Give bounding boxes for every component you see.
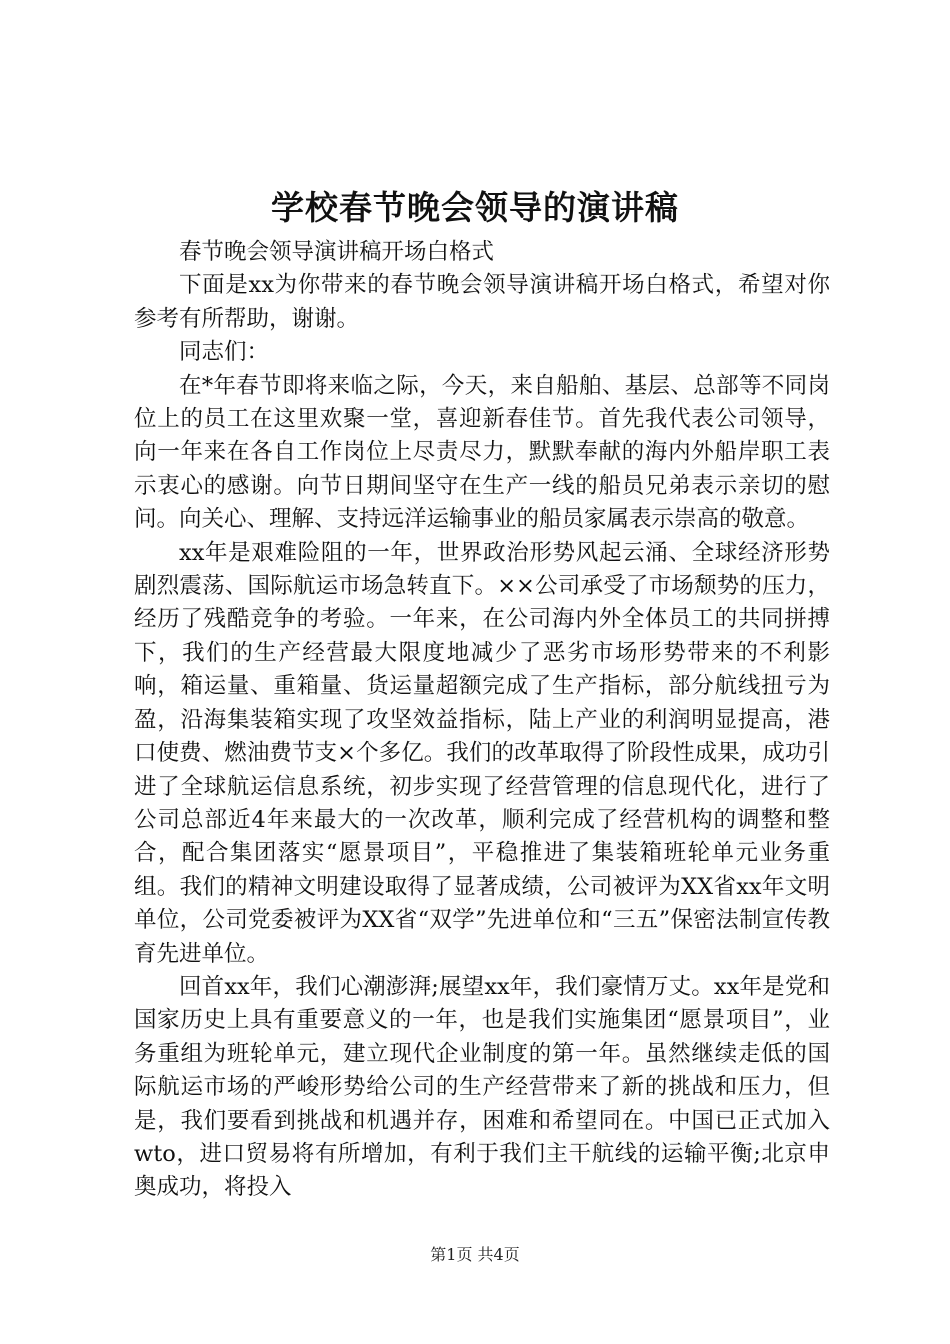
paragraph-greeting: 在*年春节即将来临之际，今天，来自船舶、基层、总部等不同岗位上的员工在这里欢聚一堂，喜迎新春佳节。首先我代表公司领导，向一年来在各自工作岗位上尽责尽力，默默奉献的海内外船岸职工表示衷心的感谢。向节日期间坚守在生产一线的船员兄弟表示亲切的慰问。向关心、理解、支持远洋运输事业的船员家属表示崇高的敬意。 xyxy=(134,372,830,533)
paragraph-subtitle: 春节晚会领导演讲稿开场白格式 xyxy=(179,239,495,265)
paragraph-outlook: 回首xx年，我们心潮澎湃;展望xx年，我们豪情万丈。xx年是党和国家历史上具有重要意义的一年，也是我们实施集团“愿景项目”，业务重组为班轮单元，建立现代企业制度的第一年。虽然继续走低的国际航运市场的严峻形势给公司的生产经营带来了新的挑战和压力，但是，我们要看到挑战和机遇并存，困难和希望同在。中国已正式加入wto，进口贸易将有所增加，有利于我们主干航线的运输平衡;北京申奥成功，将投入 xyxy=(134,973,830,1201)
page-footer: 第1页 共4页 xyxy=(430,1245,520,1264)
document-title: 学校春节晚会领导的演讲稿 xyxy=(271,188,679,227)
paragraph-intro: 下面是xx为你带来的春节晚会领导演讲稿开场白格式，希望对你参考有所帮助，谢谢。 xyxy=(134,272,830,332)
paragraph-salutation: 同志们： xyxy=(179,339,270,366)
document-body xyxy=(134,236,830,1205)
paragraph-review: xx年是艰难险阻的一年，世界政治形势风起云涌、全球经济形势剧烈震荡、国际航运市场急转直下。××公司承受了市场颓势的压力，经历了残酷竞争的考验。一年来，在公司海内外全体员工的共同拼搏下，我们的生产经营最大限度地减少了恶劣市场形势带来的不利影响，箱运量、重箱量、货运量超额完成了生产指标，部分航线扭亏为盈，沿海集装箱实现了攻坚效益指标，陆上产业的利润明显提高，港口使费、燃油费节支×个多亿。我们的改革取得了阶段性成果，成功引进了全球航运信息系统，初步实现了经营管理的信息现代化，进行了公司总部近4年来最大的一次改革，顺利完成了经营机构的调整和整合，配合集团落实“愿景项目”，平稳推进了集装箱班轮单元业务重组。我们的精神文明建设取得了显著成绩，公司被评为XX省xx年文明单位，公司党委被评为XX省“双学”先进单位和“三五”保密法制宣传教育先进单位。 xyxy=(134,539,830,967)
